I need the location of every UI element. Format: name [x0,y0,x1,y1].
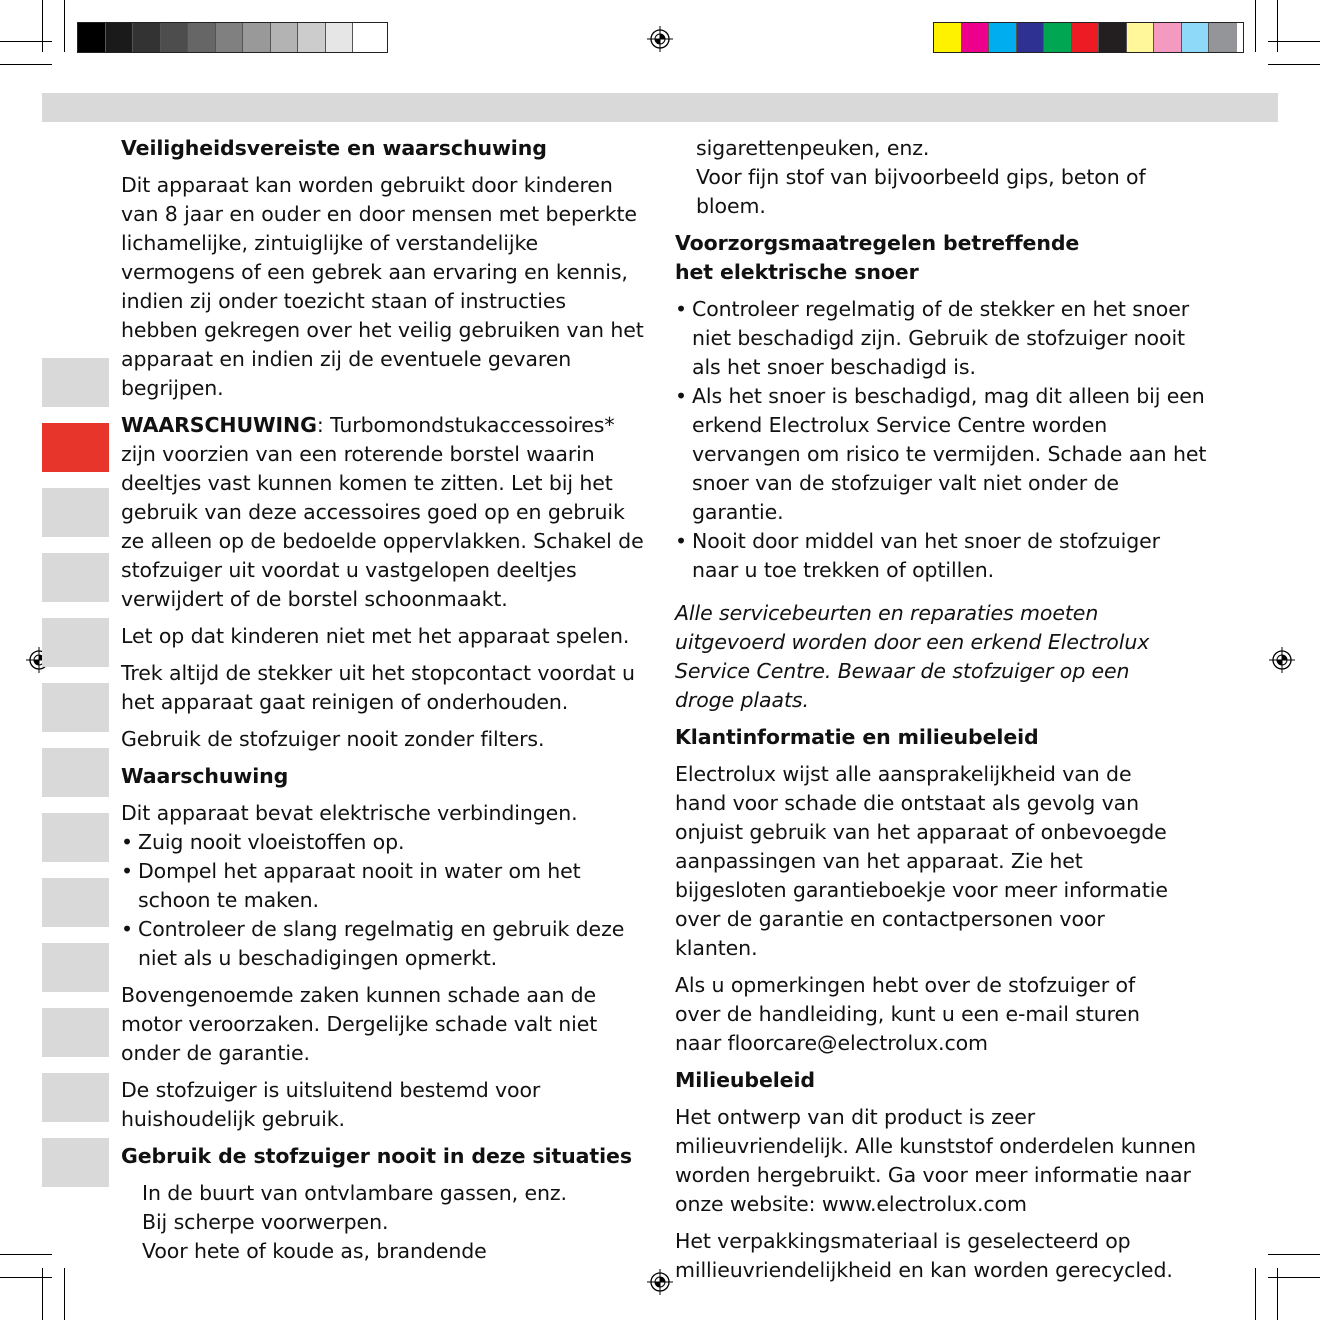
crop-mark [0,41,52,42]
grayscale-color-bar [77,22,388,53]
service-note: Alle servicebeurten en reparaties moeten uitgevoerd worden door een erkend Electrolux Service Centre. Bewaar de stofzuiger op een droge plaats. [675,601,1150,712]
warning-paragraph [121,411,647,614]
color-swatch [188,23,216,52]
color-swatch [1072,23,1100,52]
cmyk-color-bar [933,22,1244,53]
header-band [42,93,1278,122]
color-swatch [1154,23,1182,52]
color-swatch [271,23,299,52]
crop-mark [0,1254,52,1255]
warning-label: WAARSCHUWING [121,413,317,437]
color-swatch [133,23,161,52]
list-item: • Zuig nooit vloeistoffen op. [121,828,647,857]
color-swatch [1099,23,1127,52]
crop-mark [1268,41,1320,42]
color-swatch [353,23,381,52]
unplug-paragraph: Trek altijd de stekker uit het stopcontact voordat u het apparaat gaat reinigen of onderhouden. [121,661,635,714]
language-tab [42,1073,109,1122]
color-swatch [1182,23,1210,52]
color-swatch [1209,23,1237,52]
list-item: • Als het snoer is beschadigd, mag dit alleen bij een erkend Electrolux Service Centre worden vervangen om risico te vermijden. Schade aan het snoer van de stofzuiger valt niet onder de garantie. [675,382,1215,527]
language-tab [42,683,109,732]
color-swatch [989,23,1017,52]
registration-mark-icon [1267,645,1297,675]
crop-mark [1255,0,1256,52]
language-tab [42,1008,109,1057]
language-tab [42,813,109,862]
remarks-paragraph: Als u opmerkingen hebt over de stofzuiger of over de handleiding, kunt u een e-mail sturen naar floorcare@electrolux.com [675,973,1140,1055]
crop-mark [1268,64,1320,65]
cord-list [675,295,1215,585]
language-tab [42,488,109,537]
crop-mark [64,1268,65,1320]
registration-mark-icon [645,24,675,54]
color-swatch [106,23,134,52]
list-item: Voor hete of koude as, brandende [142,1239,487,1263]
crop-mark [1277,0,1278,52]
warning2-list [121,828,647,973]
color-swatch [1017,23,1045,52]
list-item: Bij scherpe voorwerpen. [142,1210,389,1234]
cord-heading: Voorzorgsmaatregelen betreffende het elektrische snoer [675,231,1080,284]
language-tab [42,618,109,667]
customer-paragraph: Electrolux wijst alle aansprakelijkheid van de hand voor schade die ontstaat als gevolg van onjuist gebruik van het apparaat of onbevoegde aanpassingen van het apparaat. Zie het bijgesloten garantieboekje voor meer informatie over de garantie en contactpersonen voor klanten. [675,762,1168,960]
language-tab [42,553,109,602]
language-tab [42,878,109,927]
language-tab-active [42,423,109,472]
warning2-paragraph: Dit apparaat bevat elektrische verbindingen. [121,801,578,825]
warning-text: : Turbomondstukaccessoires* zijn voorzien van een roterende borstel waarin deeltjes vast kunnen komen te zitten. Let bij het gebruik van deze accessoires goed op en gebruik ze alleen op de bedoelde oppervlakken. Schakel de stofzuiger uit voordat u vastgelopen deeltjes verwijdert of de borstel schoonmaakt. [121,413,644,611]
crop-mark [1277,1268,1278,1320]
warning2-heading: Waarschuwing [121,764,289,788]
list-item: • Nooit door middel van het snoer de stofzuiger naar u toe trekken of optillen. [675,527,1172,585]
never-heading: Gebruik de stofzuiger nooit in deze situaties [121,1144,632,1168]
language-tab [42,1138,109,1187]
children-paragraph: Let op dat kinderen niet met het apparaat spelen. [121,624,630,648]
crop-mark [0,64,52,65]
environment-paragraph: Het ontwerp van dit product is zeer milieuvriendelijk. Alle kunststof onderdelen kunnen worden hergebruikt. Ga voor meer informatie naar onze website: www.electrolux.com [675,1105,1197,1216]
color-swatch [216,23,244,52]
crop-mark [0,1277,52,1278]
list-item: • Dompel het apparaat nooit in water om het schoon te maken. [121,857,647,915]
language-tab [42,358,109,407]
crop-mark [42,0,43,52]
crop-mark [42,1268,43,1320]
color-swatch [962,23,990,52]
crop-mark [64,0,65,52]
crop-mark [1268,1254,1320,1255]
right-column [675,134,1215,1293]
list-item: sigarettenpeuken, enz. [696,136,930,160]
language-tab [42,943,109,992]
color-swatch [243,23,271,52]
environment-heading: Milieubeleid [675,1068,815,1092]
damage-paragraph: Bovengenoemde zaken kunnen schade aan de motor veroorzaken. Dergelijke schade valt niet onder de garantie. [121,983,598,1065]
registration-mark-icon [645,1267,675,1297]
list-item: • Controleer de slang regelmatig en gebruik deze niet als u beschadigingen opmerkt. [121,915,647,973]
list-item: • Controleer regelmatig of de stekker en het snoer niet beschadigd zijn. Gebruik de stofzuiger nooit als het snoer beschadigd is. [675,295,1215,382]
crop-mark [1255,1268,1256,1320]
household-paragraph: De stofzuiger is uitsluitend bestemd voor huishoudelijk gebruik. [121,1078,541,1131]
color-swatch [78,23,106,52]
list-item: Voor fijn stof van bijvoorbeeld gips, beton of bloem. [696,165,1146,218]
left-column [121,134,647,1266]
color-swatch [298,23,326,52]
color-swatch [1127,23,1155,52]
customer-heading: Klantinformatie en milieubeleid [675,725,1039,749]
color-swatch [326,23,354,52]
packaging-paragraph: Het verpakkingsmateriaal is geselecteerd op millieuvriendelijkheid en kan worden gerecycled. [675,1229,1173,1282]
color-swatch [161,23,189,52]
language-tab [42,748,109,797]
filters-paragraph: Gebruik de stofzuiger nooit zonder filters. [121,727,545,751]
color-swatch [934,23,962,52]
color-swatch [1044,23,1072,52]
safety-paragraph: Dit apparaat kan worden gebruikt door kinderen van 8 jaar en ouder en door mensen met beperkte lichamelijke, zintuiglijke of verstandelijke vermogens of een gebrek aan ervaring en kennis, indien zij onder toezicht staan of instructies hebben gekregen over het veilig gebruiken van het apparaat en indien zij de eventuele gevaren begrijpen. [121,173,644,400]
crop-mark [1268,1277,1320,1278]
list-item: In de buurt van ontvlambare gassen, enz. [142,1181,567,1205]
safety-heading: Veiligheidsvereiste en waarschuwing [121,136,547,160]
